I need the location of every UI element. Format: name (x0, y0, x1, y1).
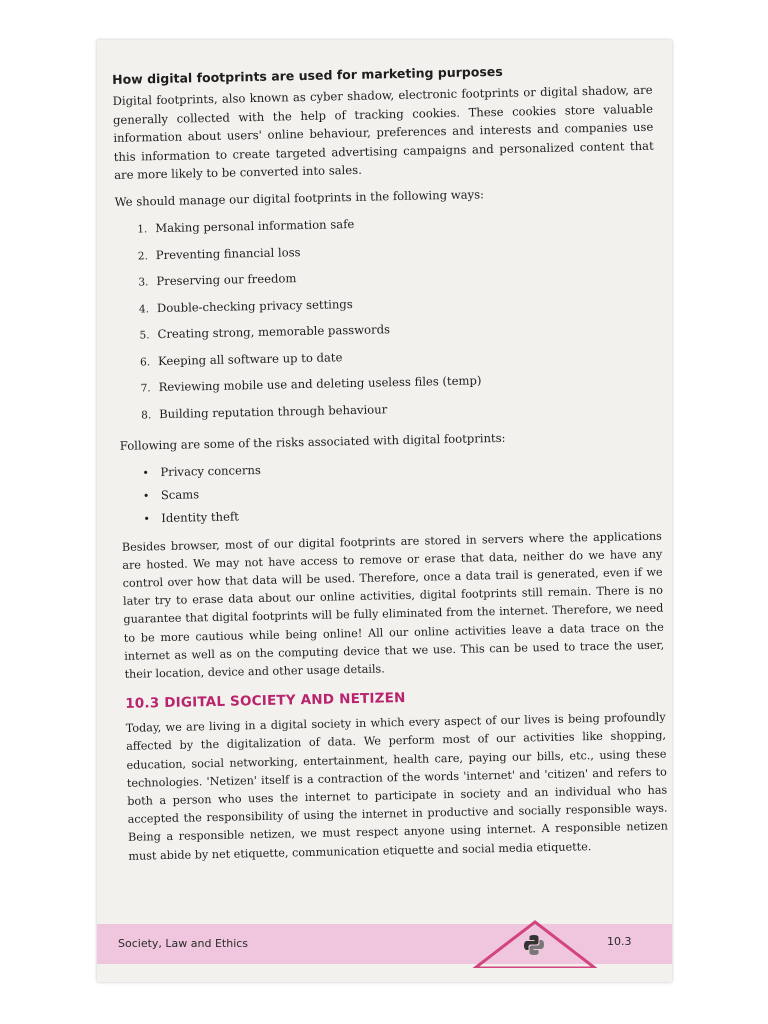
list-item: 3. Preserving our freedom (138, 271, 297, 289)
list-item: • Scams (143, 473, 661, 507)
python-logo-icon (522, 933, 546, 957)
page-content (112, 61, 669, 872)
list-item: • Privacy concerns (142, 450, 660, 484)
bullet-icon: • (142, 488, 150, 502)
list-item: 4. Double-checking privacy settings (138, 296, 353, 315)
servers-paragraph: Besides browser, most of our digital footprints are stored in servers where the applications are hosted. We may not have access to remove or erase that data, neither do we have any control over how that data will be used. Therefore, once a data trail is generated, even if we later try to erase data about our online activities, digital footprints still remain. There is no guarantee that digital footprints will be fully eliminated from the internet. Therefore, we need to be more cautious while being online! All our online activities leave a data trace on the internet as well as on the computing device that we use. This can be used to trace the user, their location, device and other usage details. (121, 529, 665, 681)
list-item: 6. Keeping all software up to date (139, 349, 343, 368)
list-item: 5. Creating strong, memorable passwords (139, 322, 391, 342)
list-item: 8. Building reputation through behaviour (141, 401, 388, 421)
manage-intro: We should manage our digital footprints in the following ways: (114, 186, 485, 209)
manage-list (115, 206, 659, 429)
list-item: 7. Reviewing mobile use and deleting useless files (temp) (140, 373, 482, 395)
marketing-paragraph: Digital footprints, also known as cyber shadow, electronic footprints or digital shadow, are generally collected with the help of tracking cookies. These cookies store valuable information about users' online behaviour, preferences and interests and companies use this information to create targeted advertising campaigns and personalized content that are more likely to be converted into sales. (112, 82, 654, 182)
bullet-icon: • (142, 465, 150, 479)
section-title: 10.3 DIGITAL SOCIETY AND NETIZEN (125, 690, 406, 712)
bullet-icon: • (143, 511, 150, 525)
page-number: 10.3 (607, 935, 632, 948)
list-item: 1. Making personal information safe (137, 216, 355, 236)
risks-list (120, 450, 661, 530)
section-paragraph: Today, we are living in a digital society in which every aspect of our lives is being profoundly affected by the digitalization of data. We perform most of our activities like shopping, education, social networking, entertainment, health care, paying our bills, etc., using these technologies. 'Netizen' itself is a contraction of the words 'internet' and 'citizen' and refers to both a person who uses the internet to participate in society and an individual who has accepted the responsibility of using the internet in productive and socially responsible ways. Being a responsible netizen, we must respect anyone using internet. A responsible netizen must abide by net etiquette, communication etiquette and social media etiquette. (125, 710, 669, 863)
list-item: 2. Preventing financial loss (137, 244, 301, 262)
footer-chapter: Society, Law and Ethics (118, 937, 249, 950)
list-item: • Identity theft (143, 496, 661, 530)
marketing-heading: How digital footprints are used for marketing purposes (112, 63, 503, 87)
book-page (97, 40, 672, 982)
risks-intro: Following are some of the risks associated with digital footprints: (119, 430, 506, 453)
